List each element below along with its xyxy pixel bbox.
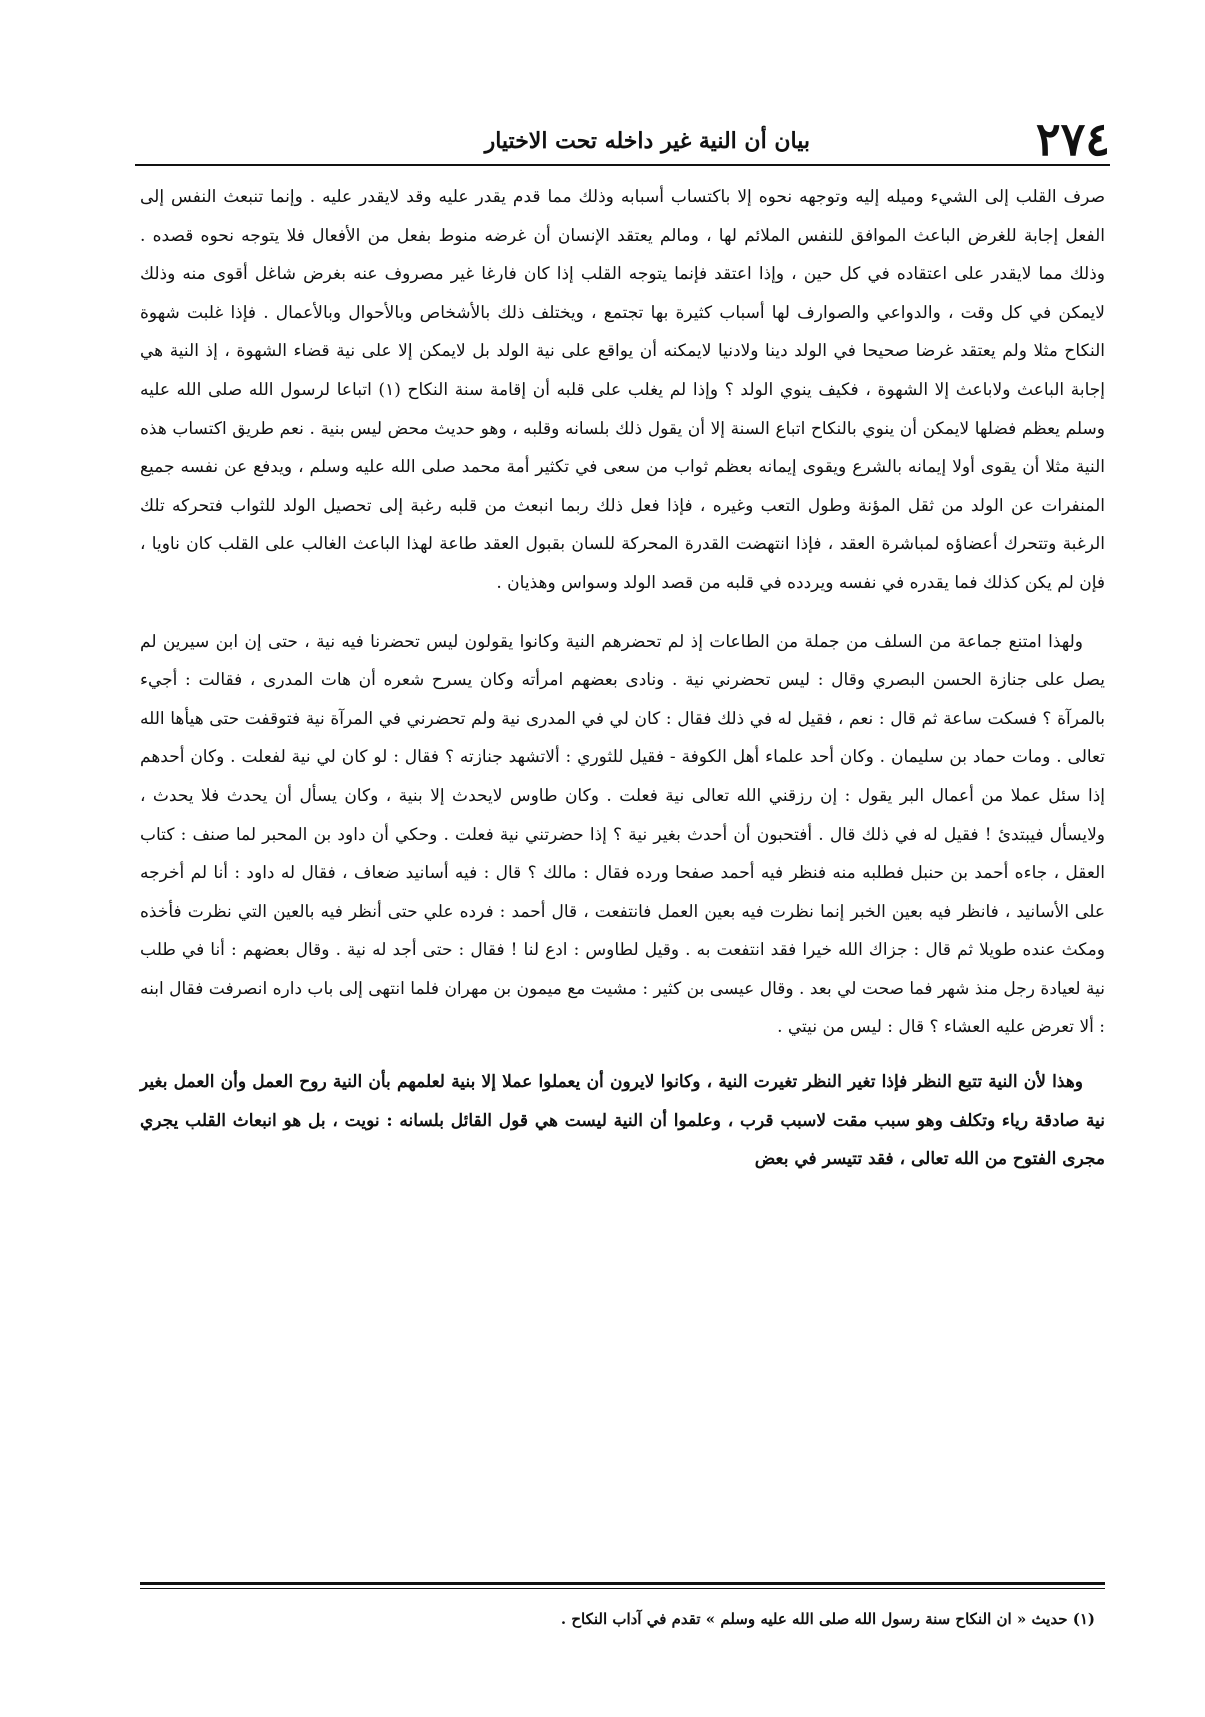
footnote: (١) حديث « ان النكاح سنة رسول الله صلى الله عليه وسلم » تقدم في آداب النكاح . <box>560 1610 1095 1628</box>
paragraph-3: وهذا لأن النية تتبع النظر فإذا تغير النظر تغيرت النية ، وكانوا لايرون أن يعملوا عملا إلا بنية لعلمهم بأن النية روح العمل وأن العمل بغير نية صادقة رياء وتكلف وهو سبب مقت لاسبب قرب ، وعلموا أن النية ليست هي قول القائل بلسانه : نويت ، بل هو انبعاث القلب يجري مجرى الفتوح من الله تعالى ، فقد تتيسر في بعض <box>140 1072 1105 1170</box>
paragraph-2: ولهذا امتنع جماعة من السلف من جملة من الطاعات إذ لم تحضرهم النية وكانوا يقولون ليس تحضرنا فيه نية ، حتى إن ابن سيرين لم يصل على جنازة الحسن البصري وقال : ليس تحضرني نية . ونادى بعضهم امرأته وكان يسرح شعره أن هات المدرى ، فقالت : أجيء بالمرآة ؟ فسكت ساعة ثم قال : نعم ، فقيل له في ذلك فقال : كان لي في المدرى نية ولم تحضرني في المرآة نية فتوقفت حتى هيأها الله تعالى . ومات حماد بن سليمان . وكان أحد علماء أهل الكوفة - فقيل للثوري : ألاتشهد جنازته ؟ فقال : لو كان لي نية لفعلت . وكان أحدهم إذا سئل عملا من أعمال البر يقول : إن رزقني الله تعالى نية فعلت . وكان طاوس لايحدث إلا بنية ، وكان يسأل أن يحدث فلا يحدث ، ولايسأل فيبتدئ ! فقيل له في ذلك قال . أفتحبون أن أحدث بغير نية ؟ إذا حضرتني نية فعلت . وحكي أن داود بن المحبر لما صنف : كتاب العقل ، جاءه أحمد بن حنبل فطلبه منه فنظر فيه أحمد صفحا ورده فقال : مالك ؟ قال : فيه أسانيد ضعاف ، فقال له داود : أنا لم أخرجه على الأسانيد ، فانظر فيه بعين الخبر إنما نظرت فيه بعين العمل فانتفعت ، قال أحمد : فرده علي حتى أنظر فيه بالعين التي نظرت فأخذه ومكث عنده طويلا ثم قال : جزاك الله خيرا فقد انتفعت به . وقيل لطاوس : ادع لنا ! فقال : حتى أجد له نية . وقال بعضهم : أنا في طلب نية لعيادة رجل منذ شهر فما صحت لي بعد . وقال عيسى بن كثير : مشيت مع ميمون بن مهران فلما انتهى إلى باب داره انصرفت فقال ابنه : ألا تعرض عليه العشاء ؟ قال : ليس من نيتي . <box>140 631 1105 1038</box>
page-number: ٢٧٤ <box>1035 112 1110 166</box>
paragraph-1: صرف القلب إلى الشيء وميله إليه وتوجهه نحوه إلا باكتساب أسبابه وذلك مما قدم يقدر عليه وقد لايقدر عليه . وإنما تنبعث النفس إلى الفعل إجابة للغرض الباعث الموافق للنفس الملائم لها ، ومالم يعتقد الإنسان أن غرضه منوط بفعل من الأفعال فلا يتوجه نحوه قصده . وذلك مما لايقدر على اعتقاده في كل حين ، وإذا اعتقد فإنما يتوجه القلب إذا كان فارغا غير مصروف عنه بغرض شاغل أقوى منه وذلك لايمكن في كل وقت ، والدواعي والصوارف لها أسباب كثيرة بها تجتمع ، ويختلف ذلك بالأشخاص وبالأحوال وبالأعمال . فإذا غلبت شهوة النكاح مثلا ولم يعتقد غرضا صحيحا في الولد دينا ولادنيا لايمكنه أن يواقع على نية الولد بل لايمكن إلا على نية قضاء الشهوة ، إذ النية هي إجابة الباعث ولاباعث إلا الشهوة ، فكيف ينوي الولد ؟ وإذا لم يغلب على قلبه أن إقامة سنة النكاح (١) اتباعا لرسول الله صلى الله عليه وسلم يعظم فضلها لايمكن أن ينوي بالنكاح اتباع السنة إلا أن يقول ذلك بلسانه وقلبه ، وهو حديث محض ليس بنية . نعم طريق اكتساب هذه النية مثلا أن يقوى أولا إيمانه بالشرع ويقوى إيمانه بعظم ثواب من سعى في تكثير أمة محمد صلى الله عليه وسلم ، ويدفع عن نفسه جميع المنفرات عن الولد من ثقل المؤنة وطول التعب وغيره ، فإذا فعل ذلك ربما انبعث من قلبه رغبة إلى تحصيل الولد للثواب فتحركه تلك الرغبة وتتحرك أعضاؤه لمباشرة العقد ، فإذا انتهضت القدرة المحركة للسان بقبول العقد طاعة لهذا الباعث الغالب على القلب كان ناويا ، فإن لم يكن كذلك فما يقدره في نفسه ويردده في قلبه من قصد الولد وسواس وهذيان . <box>140 187 1105 593</box>
running-title: بيان أن النية غير داخله تحت الاختيار <box>484 128 810 154</box>
page-header <box>135 108 1110 168</box>
footnote-divider <box>140 1582 1105 1585</box>
main-text <box>140 178 1105 1179</box>
footnote-divider-thin <box>140 1588 1105 1589</box>
header-divider <box>135 164 1110 166</box>
